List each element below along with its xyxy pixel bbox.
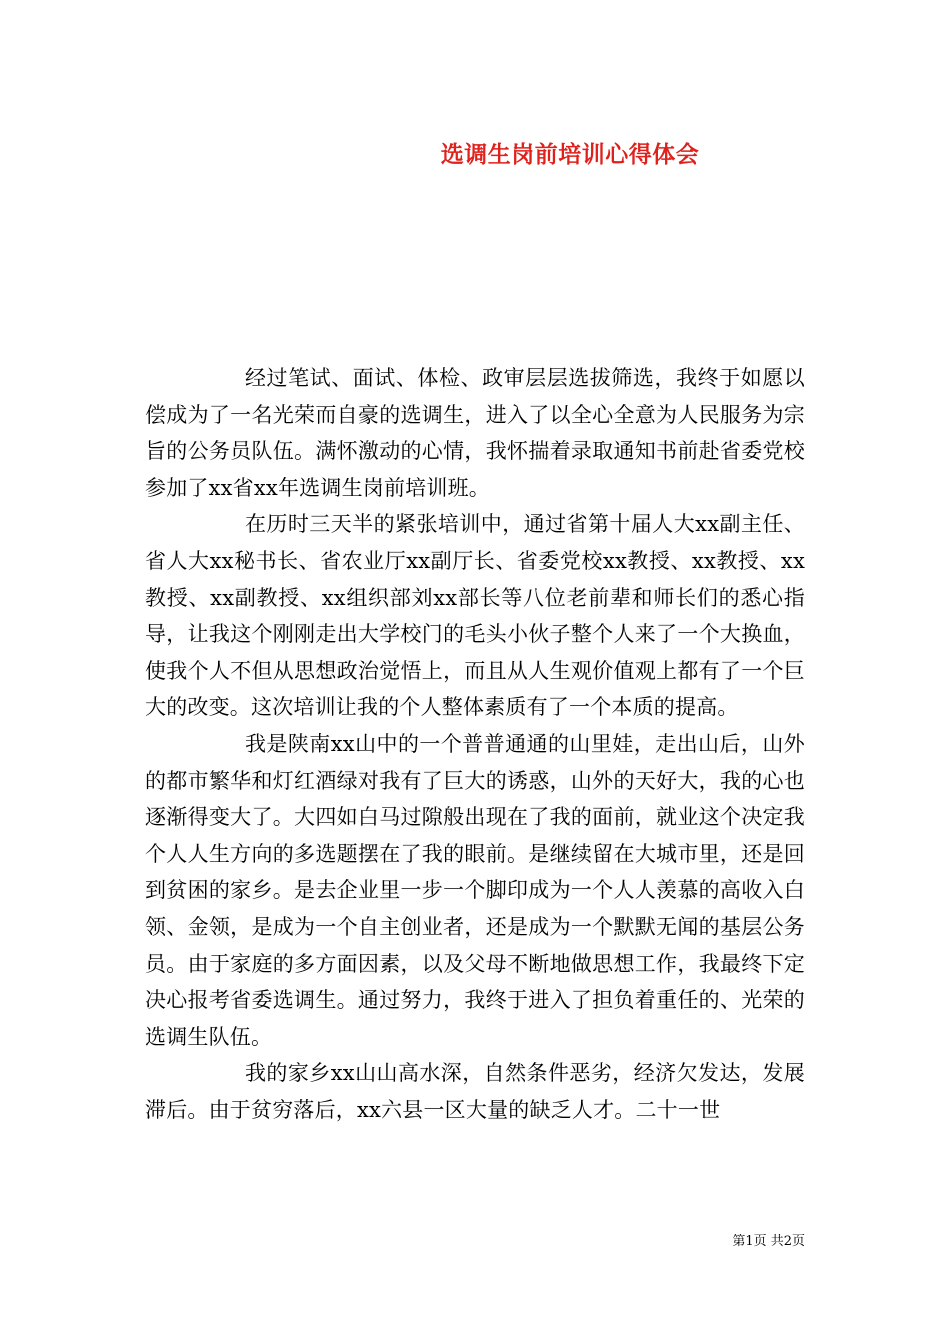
document-title: 选调生岗前培训心得体会 [440,141,700,168]
paragraph-1: 经过笔试、面试、体检、政审层层选拔筛选，我终于如愿以偿成为了一名光荣而自豪的选调生，进入了以全心全意为人民服务为宗旨的公务员队伍。满怀激动的心情，我怀揣着录取通知书前赴省委党校参加了xx省xx年选调生岗前培训班。 [145,366,805,500]
page-number-footer: 第1页 共2页 [732,1234,805,1249]
document-body [145,360,805,1128]
paragraph-3: 我是陕南xx山中的一个普普通通的山里娃，走出山后，山外的都市繁华和灯红酒绿对我有了巨大的诱惑，山外的天好大，我的心也逐渐得变大了。大四如白马过隙般出现在了我的面前，就业这个决定我个人人生方向的多选题摆在了我的眼前。是继续留在大城市里，还是回到贫困的家乡。是去企业里一步一个脚印成为一个人人羡慕的高收入白领、金领，是成为一个自主创业者，还是成为一个默默无闻的基层公务员。由于家庭的多方面因素，以及父母不断地做思想工作，我最终下定决心报考省委选调生。通过努力，我终于进入了担负着重任的、光荣的选调生队伍。 [145,731,805,1049]
paragraph-2: 在历时三天半的紧张培训中，通过省第十届人大xx副主任、省人大xx秘书长、省农业厅xx副厅长、省委党校xx教授、xx教授、xx教授、xx副教授、xx组织部刘xx部长等八位老前辈和师长们的悉心指导，让我这个刚刚走出大学校门的毛头小伙子整个人来了一个大换血，使我个人不但从思想政治觉悟上，而且从人生观价值观上都有了一个巨大的改变。这次培训让我的个人整体素质有了一个本质的提高。 [145,512,805,720]
paragraph-4: 我的家乡xx山山高水深，自然条件恶劣，经济欠发达，发展滞后。由于贫穷落后，xx六县一区大量的缺乏人才。二十一世 [145,1061,805,1122]
